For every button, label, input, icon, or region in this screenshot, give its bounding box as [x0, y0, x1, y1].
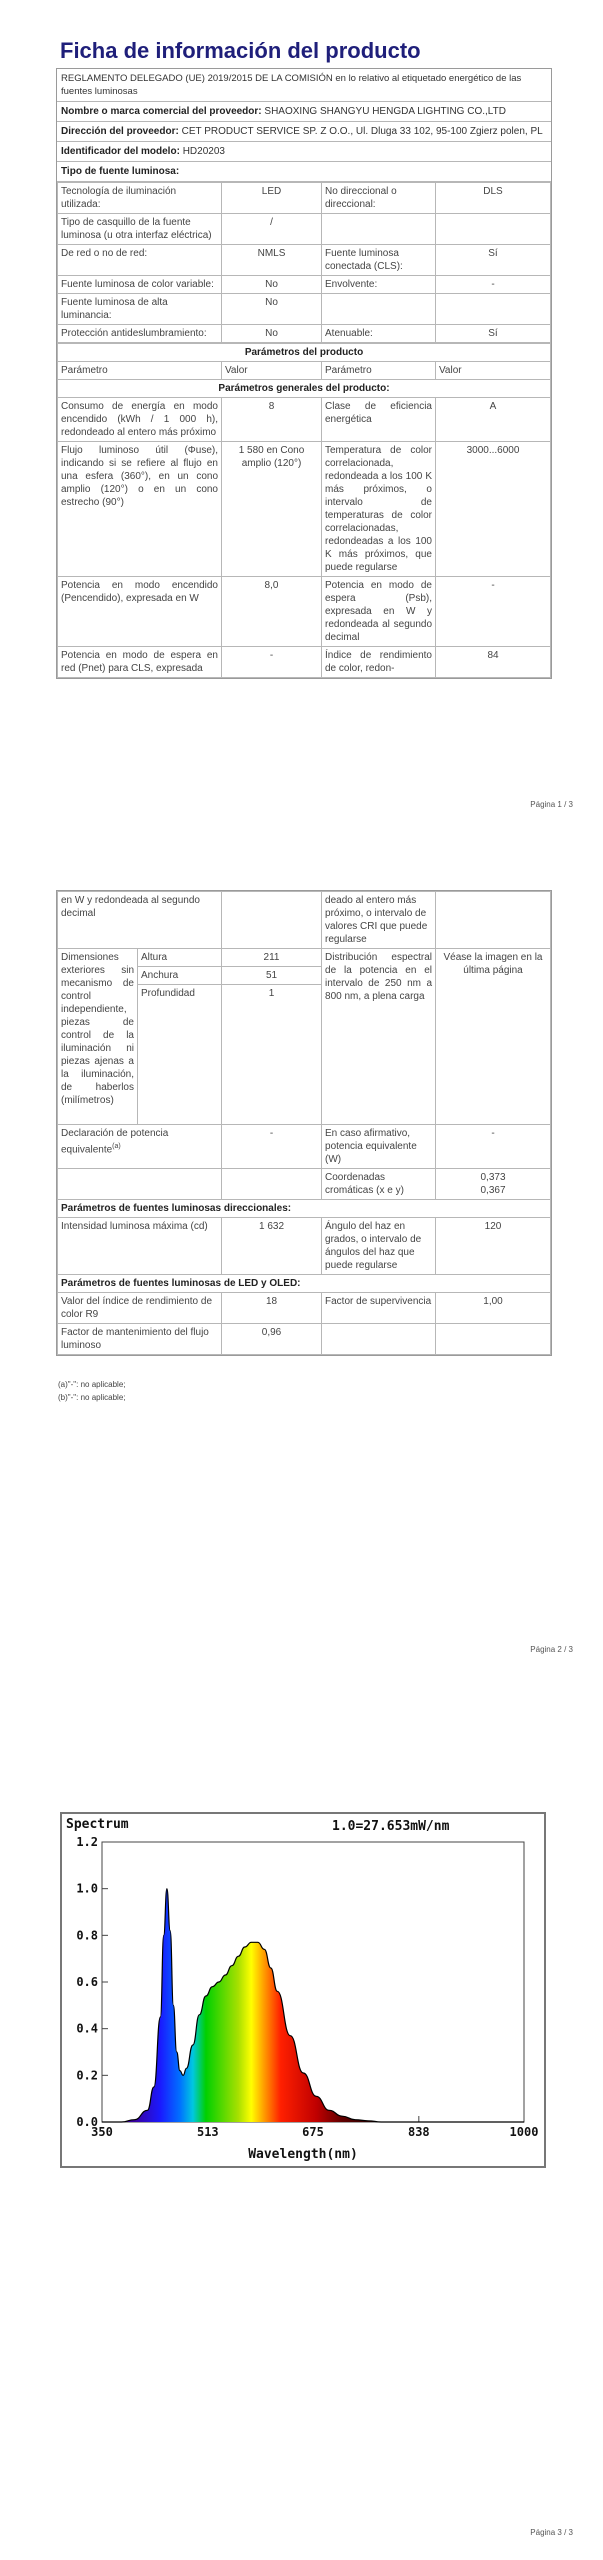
type-param-2: Fuente luminosa conectada (CLS):	[322, 245, 436, 276]
x-tick-label: 513	[196, 2125, 219, 2139]
chart-title: Spectrum	[66, 1817, 129, 1832]
dim-value-2: 1	[222, 985, 322, 1125]
model-id-label: Identificador del modelo:	[61, 146, 180, 157]
general-param-row	[58, 442, 551, 577]
type-row	[58, 183, 551, 214]
type-row	[58, 245, 551, 276]
cont-param-2: deado al entero más próximo, o intervalo de valores CRI que puede regularse	[322, 892, 436, 949]
col-value-2: Valor	[436, 362, 551, 380]
info-frame-1	[56, 68, 552, 679]
led-param-2: Factor de supervivencia	[322, 1293, 436, 1324]
general-param-row	[58, 647, 551, 678]
dir-header: Parámetros de fuentes luminosas direccionales:	[58, 1200, 551, 1218]
general-value-1: -	[222, 647, 322, 678]
general-param-2: Potencia en modo de espera (Psb), expresada en W y redondeada al segundo decimal	[322, 577, 436, 647]
dim-value-1: 51	[222, 967, 322, 985]
type-value-2	[436, 294, 551, 325]
type-value-2: -	[436, 276, 551, 294]
type-param-1: Protección antideslumbramiento:	[58, 325, 222, 343]
page-2-footer: Página 2 / 3	[530, 1645, 573, 1654]
supplier-name-label: Nombre o marca comercial del proveedor:	[61, 106, 262, 117]
general-param-1: Potencia en modo de espera en red (Pnet) para CLS, expresada	[58, 647, 222, 678]
led-value-2: 1,00	[436, 1293, 551, 1324]
led-value-4	[436, 1324, 551, 1355]
dir-value-2: 120	[436, 1218, 551, 1275]
dims-label: Dimensiones exteriores sin mecanismo de control independiente, piezas de control de la iluminación ni piezas ajenas a la iluminación, de haberlos (milímetros)	[58, 949, 138, 1125]
spd-value: Véase la imagen en la última página	[436, 949, 551, 1125]
supplier-address: CET PRODUCT SERVICE SP. Z O.O., Ul. Dluga 33 102, 95-100 Zgierz polen, PL	[181, 126, 543, 137]
type-param-2: Envolvente:	[322, 276, 436, 294]
type-table	[57, 182, 551, 343]
supplier-name: SHAOXING SHANGYU HENGDA LIGHTING CO.,LTD	[264, 106, 506, 117]
chart-annotation: 1.0=27.653mW/nm	[332, 1819, 450, 1834]
type-param-2	[322, 294, 436, 325]
type-param-1: Tipo de casquillo de la fuente luminosa (u otra interfaz eléctrica)	[58, 214, 222, 245]
led-value-1: 18	[222, 1293, 322, 1324]
page-1	[0, 0, 603, 820]
chroma-y: 0,367	[480, 1185, 506, 1196]
col-value-1: Valor	[222, 362, 322, 380]
general-param-1: Potencia en modo encendido (Pencendido), expresada en W	[58, 577, 222, 647]
type-value-1: No	[222, 276, 322, 294]
spectrum-fill	[102, 1842, 524, 2122]
general-params-header: Parámetros generales del producto:	[58, 380, 551, 398]
type-value-2: DLS	[436, 183, 551, 214]
light-source-type-label: Tipo de fuente luminosa:	[61, 166, 180, 177]
equiv-value: -	[222, 1125, 322, 1169]
page-1-footer: Página 1 / 3	[530, 800, 573, 809]
general-param-1: Consumo de energía en modo encendido (kWh / 1 000 h), redondeado al entero más próximo	[58, 398, 222, 442]
dir-value-1: 1 632	[222, 1218, 322, 1275]
type-value-1: LED	[222, 183, 322, 214]
page-2	[0, 890, 603, 1670]
chroma-x: 0,373	[480, 1172, 506, 1183]
general-value-2: 84	[436, 647, 551, 678]
light-source-type-row	[57, 162, 551, 182]
y-tick-label: 0.8	[76, 1928, 98, 1943]
dim-name-1: Anchura	[138, 967, 222, 985]
type-row	[58, 214, 551, 245]
cont-row	[58, 892, 551, 949]
led-value-3: 0,96	[222, 1324, 322, 1355]
x-tick-label: 675	[302, 2125, 324, 2139]
type-value-1: NMLS	[222, 245, 322, 276]
product-params-header: Parámetros del producto	[58, 344, 551, 362]
type-param-2: No direccional o direccional:	[322, 183, 436, 214]
type-param-1: Tecnología de iluminación utilizada:	[58, 183, 222, 214]
general-param-1: Flujo luminoso útil (Φuse), indicando si se refiere al flujo en una esfera (360°), en un cono amplio (120°) o en un cono estrecho (90°)	[58, 442, 222, 577]
general-param-2: Clase de eficiencia energética	[322, 398, 436, 442]
footnotes	[58, 1380, 126, 1402]
y-tick-label: 1.2	[76, 1835, 98, 1849]
empty-cell	[222, 1169, 322, 1200]
info-frame-2	[56, 890, 552, 1356]
type-value-2	[436, 214, 551, 245]
type-row	[58, 276, 551, 294]
type-value-1: No	[222, 325, 322, 343]
chroma-label: Coordenadas cromáticas (x e y)	[322, 1169, 436, 1200]
type-param-2: Atenuable:	[322, 325, 436, 343]
general-param-2: Temperatura de color correlacionada, redondeada a los 100 K más próximos, o intervalo de temperaturas de color correlacionadas, redondeadas a los 100 K más próximos, que puede regularse	[322, 442, 436, 577]
spectrum-chart	[60, 1812, 546, 2168]
general-value-1: 8	[222, 398, 322, 442]
x-tick-label: 838	[407, 2125, 430, 2139]
cont-value-2	[436, 892, 551, 949]
type-value-2: Sí	[436, 325, 551, 343]
supplier-name-row	[57, 102, 551, 122]
y-tick-label: 0.0	[76, 2115, 98, 2129]
dim-value-0: 211	[222, 949, 322, 967]
x-axis-label: Wavelength(nm)	[248, 2147, 358, 2162]
product-params-table	[57, 343, 551, 678]
supplier-address-row	[57, 122, 551, 142]
x-tick-label: 1000	[509, 2125, 539, 2139]
type-row	[58, 325, 551, 343]
general-value-2: 3000...6000	[436, 442, 551, 577]
type-value-1: No	[222, 294, 322, 325]
note-a: (a)"-": no aplicable;	[58, 1380, 126, 1389]
regulation-text: REGLAMENTO DELEGADO (UE) 2019/2015 DE LA COMISIÓN en lo relativo al etiquetado energético de las fuentes luminosas	[57, 69, 551, 102]
page-title: Ficha de información del producto	[60, 38, 421, 63]
type-param-2	[322, 214, 436, 245]
spectrum-svg	[62, 1814, 544, 2166]
cont-param-1: en W y redondeada al segundo decimal	[58, 892, 222, 949]
col-param-1: Parámetro	[58, 362, 222, 380]
model-id-row	[57, 142, 551, 162]
note-b: (b)"-": no aplicable;	[58, 1393, 126, 1402]
dim-name-0: Altura	[138, 949, 222, 967]
led-header: Parámetros de fuentes luminosas de LED y OLED:	[58, 1275, 551, 1293]
general-param-2: Índice de rendimiento de color, redon-	[322, 647, 436, 678]
cont-value-1	[222, 892, 322, 949]
led-param-1: Valor del índice de rendimiento de color R9	[58, 1293, 222, 1324]
col-param-2: Parámetro	[322, 362, 436, 380]
x-tick-label: 350	[91, 2125, 113, 2139]
equiv-w-value: -	[436, 1125, 551, 1169]
general-param-row	[58, 398, 551, 442]
dim-name-2: Profundidad	[138, 985, 222, 1125]
model-id: HD20203	[182, 146, 225, 157]
type-value-2: Sí	[436, 245, 551, 276]
general-value-2: A	[436, 398, 551, 442]
equiv-label: Declaración de potencia equivalente$^{(a)}$	[58, 1125, 222, 1169]
spd-label: Distribución espectral de la potencia en el intervalo de 250 nm a 800 nm, a plena carga	[322, 949, 436, 1125]
y-tick-label: 0.4	[76, 2021, 98, 2036]
page-3-footer: Página 3 / 3	[530, 2528, 573, 2537]
empty-cell	[58, 1169, 222, 1200]
type-param-1: Fuente luminosa de alta luminancia:	[58, 294, 222, 325]
type-param-1: Fuente luminosa de color variable:	[58, 276, 222, 294]
general-value-1: 1 580 en Cono amplio (120°)	[222, 442, 322, 577]
dir-param-2: Ángulo del haz en grados, o intervalo de ángulos del haz que puede regularse	[322, 1218, 436, 1275]
general-value-2: -	[436, 577, 551, 647]
page2-table	[57, 891, 551, 1355]
y-tick-label: 0.2	[76, 2068, 98, 2083]
y-tick-label: 1.0	[76, 1881, 98, 1896]
type-row	[58, 294, 551, 325]
general-param-row	[58, 577, 551, 647]
general-value-1: 8,0	[222, 577, 322, 647]
y-tick-label: 0.6	[76, 1975, 98, 1989]
equiv-w-label: En caso afirmativo, potencia equivalente (W)	[322, 1125, 436, 1169]
type-value-1: /	[222, 214, 322, 245]
led-param-3: Factor de mantenimiento del flujo luminoso	[58, 1324, 222, 1355]
led-param-4	[322, 1324, 436, 1355]
chroma-values	[436, 1169, 551, 1200]
type-param-1: De red o no de red:	[58, 245, 222, 276]
supplier-address-label: Dirección del proveedor:	[61, 126, 179, 137]
dir-param-1: Intensidad luminosa máxima (cd)	[58, 1218, 222, 1275]
